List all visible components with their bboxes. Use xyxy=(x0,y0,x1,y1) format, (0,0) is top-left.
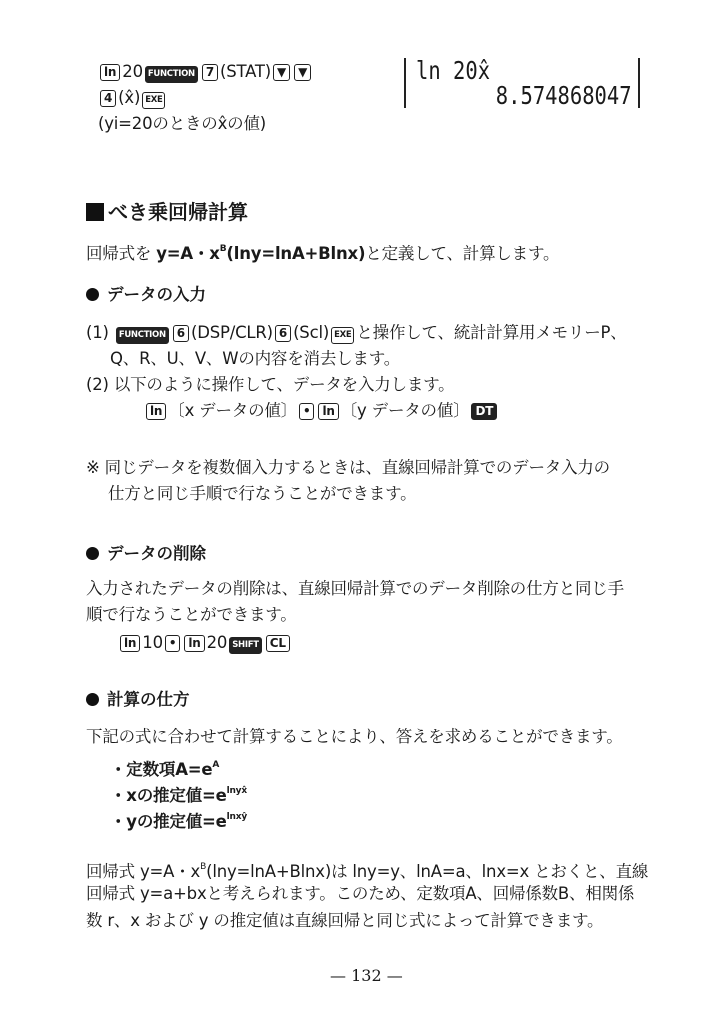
exe-key: EXE xyxy=(331,327,354,344)
para1-rest: (lny=lnA+Blnx)は lny=y、lnA=a、lnx=x とおくと、直線 xyxy=(206,862,649,881)
formula-log-form: (lny=lnA+Blnx) xyxy=(226,244,366,263)
input-subheading xyxy=(86,281,206,305)
display-line-2: 8.574868047 xyxy=(496,81,632,110)
calc-subheading xyxy=(86,686,190,710)
comma-key: • xyxy=(299,403,314,420)
section-title xyxy=(86,196,248,225)
delete-title: データの削除 xyxy=(107,544,206,563)
delete-line-1: 入力されたデータの削除は、直線回帰計算でのデータ削除の仕方と同じ手 xyxy=(86,579,624,598)
cl-key: CL xyxy=(266,635,290,652)
function-key: FUNCTION xyxy=(116,327,169,344)
b1-superscript: A xyxy=(212,760,220,770)
down-arrow-icon: ▼ xyxy=(273,64,290,81)
formula-suffix: と定義して、計算します。 xyxy=(365,244,560,263)
input-item-1-cont: Q、R、U、V、Wの内容を消去します。 xyxy=(110,349,401,368)
calc-intro: 下記の式に合わせて計算することにより、答えを求めることができます。 xyxy=(86,727,623,746)
regression-formula xyxy=(86,238,559,265)
y-value-label: 〔y データの値〕 xyxy=(340,401,470,420)
ln-key: ln xyxy=(318,403,338,420)
four-key: 4 xyxy=(100,90,116,107)
b3-text: ・yの推定値=e xyxy=(110,812,227,831)
page-number: — 132 — xyxy=(330,966,403,985)
down-arrow-icon: ▼ xyxy=(294,64,311,81)
six-key: 6 xyxy=(275,325,291,342)
six-key: 6 xyxy=(173,325,189,342)
delete-line-2: 順で行なうことができます。 xyxy=(86,605,297,624)
b3-superscript: lnxŷ xyxy=(226,812,248,822)
example-note: (yi=20のときのx̂の値) xyxy=(98,114,267,133)
ln-key: ln xyxy=(120,635,140,652)
item1-text: と操作して、統計計算用メモリーP、 xyxy=(356,323,627,342)
display-line-1: ln 20x̂ xyxy=(416,56,491,85)
para1-start: 回帰式 y=A・x xyxy=(86,862,201,881)
dt-key: DT xyxy=(471,403,497,420)
seven-key: 7 xyxy=(202,64,218,81)
input-key-sequence xyxy=(144,400,499,422)
calc-bullet-2 xyxy=(110,780,247,807)
example-step1 xyxy=(98,61,313,83)
b2-text: ・xの推定値=e xyxy=(110,786,227,805)
square-bullet-icon xyxy=(86,203,104,221)
delete-num-1: 10 xyxy=(142,633,163,652)
scl-label: (Scl) xyxy=(293,323,330,342)
comma-key: • xyxy=(165,635,180,652)
formula-superscript: B xyxy=(219,244,227,254)
example-step2 xyxy=(98,87,167,109)
function-key: FUNCTION xyxy=(145,66,198,83)
input-item-1 xyxy=(86,322,627,344)
section-title-text: べき乗回帰計算 xyxy=(108,200,248,224)
circle-bullet-icon xyxy=(86,693,99,706)
circle-bullet-icon xyxy=(86,288,99,301)
calculator-display xyxy=(404,58,640,108)
formula-main: y=A・x xyxy=(156,244,220,263)
b1-text: ・定数項A=e xyxy=(110,760,213,779)
delete-subheading xyxy=(86,540,206,564)
input-item-2: (2) 以下のように操作して、データを入力します。 xyxy=(86,375,455,394)
ln-key: ln xyxy=(184,635,204,652)
exe-key: EXE xyxy=(142,92,165,109)
shift-key: SHIFT xyxy=(229,637,262,654)
formula-prefix: 回帰式を xyxy=(86,244,157,263)
calc-title: 計算の仕方 xyxy=(107,690,190,709)
b2-superscript: lnyx̂ xyxy=(226,786,247,796)
calc-bullet-3 xyxy=(110,806,247,833)
note-line-2: 仕方と同じ手順で行なうことができます。 xyxy=(108,484,417,503)
x-value-label: 〔x データの値〕 xyxy=(168,401,297,420)
calc-para-line-1 xyxy=(86,856,648,883)
item-number: (1) xyxy=(86,323,109,342)
para1-superscript: B xyxy=(200,862,207,872)
xhat-label: (x̂) xyxy=(118,88,141,107)
delete-key-sequence xyxy=(118,632,292,654)
dsp-clr-label: (DSP/CLR) xyxy=(190,323,273,342)
circle-bullet-icon xyxy=(86,547,99,560)
example-number: 20 xyxy=(122,62,143,81)
stat-label: (STAT) xyxy=(220,62,272,81)
delete-num-2: 20 xyxy=(206,633,228,652)
ln-key: ln xyxy=(146,403,166,420)
input-title: データの入力 xyxy=(107,285,206,304)
calc-bullet-1 xyxy=(110,754,219,781)
calc-para-line-2: 回帰式 y=a+bxと考えられます。このため、定数項A、回帰係数B、相関係 xyxy=(86,884,635,903)
calc-para-line-3: 数 r、x および y の推定値は直線回帰と同じ式によって計算できます。 xyxy=(86,911,604,930)
note-line-1: ※ 同じデータを複数個入力するときは、直線回帰計算でのデータ入力の xyxy=(86,458,610,477)
ln-key: ln xyxy=(100,64,120,81)
